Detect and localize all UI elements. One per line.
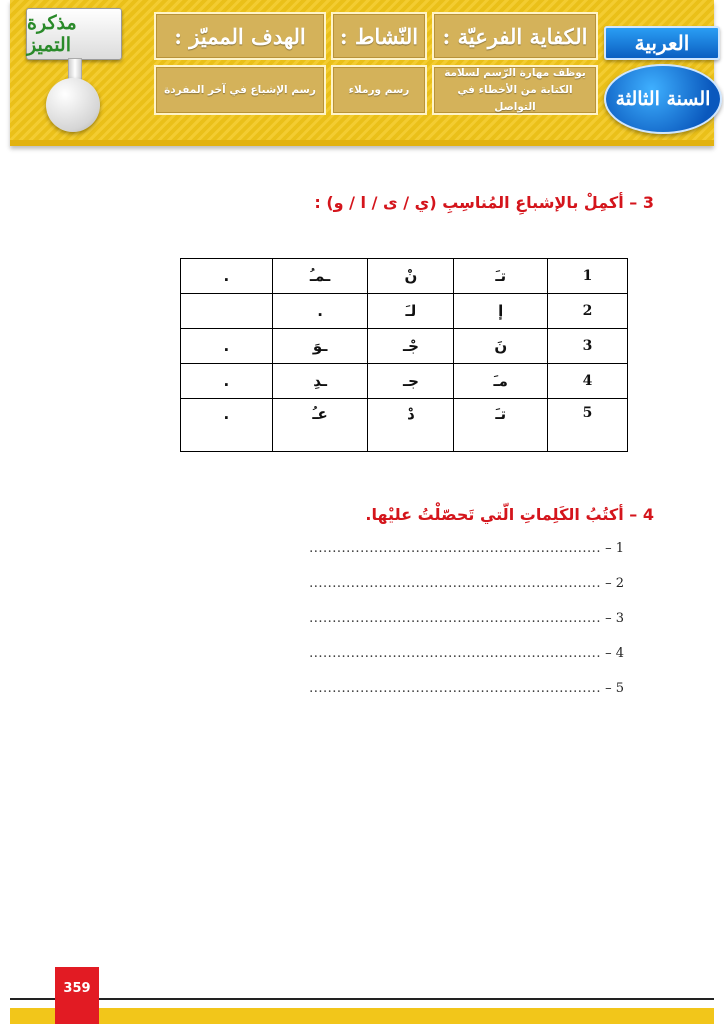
table-row xyxy=(181,399,628,452)
dotted-line: ............................................................... xyxy=(309,646,601,661)
row-number: 5 xyxy=(548,399,628,452)
line-number: 1 xyxy=(615,541,624,556)
header-banner xyxy=(10,0,714,146)
exercise-3-title: 3 – أكمِلْ بالإشباعِ المُناسِبِ (ي / ى / ا / و) : xyxy=(314,193,654,212)
table-cell[interactable]: دْ xyxy=(368,399,454,452)
answer-line[interactable]: 5 – ............................................................... xyxy=(309,681,624,696)
table-row xyxy=(181,329,628,364)
dotted-line: ............................................................... xyxy=(309,576,601,591)
row-number: 3 xyxy=(548,329,628,364)
table-cell[interactable]: جـ xyxy=(368,364,454,399)
footer-band xyxy=(10,1008,714,1024)
table-cell[interactable]: مـَ xyxy=(454,364,548,399)
row-number: 4 xyxy=(548,364,628,399)
row-number: 1 xyxy=(548,259,628,294)
table-cell[interactable] xyxy=(181,294,273,329)
line-number: 4 xyxy=(615,646,624,661)
brand-logo: مذكرة التميز xyxy=(26,8,122,60)
grade-badge: السنة الثالثة xyxy=(604,64,722,134)
table-cell[interactable]: تـَ xyxy=(454,259,548,294)
table-cell[interactable]: إ xyxy=(454,294,548,329)
table-cell[interactable]: ـمـُ xyxy=(272,259,368,294)
table-cell[interactable]: . xyxy=(181,364,273,399)
table-row xyxy=(181,364,628,399)
subject-badge: العربية xyxy=(604,26,720,60)
activity-value: رسم ورملاء xyxy=(331,65,427,115)
table-cell[interactable]: نْ xyxy=(368,259,454,294)
table-cell[interactable]: . xyxy=(181,329,273,364)
answer-line[interactable]: 4 – ............................................................... xyxy=(309,646,624,661)
footer-rule xyxy=(10,998,714,1000)
table-cell[interactable]: . xyxy=(181,399,273,452)
activity-label: النّشاط : xyxy=(331,12,427,60)
line-number: 2 xyxy=(615,576,624,591)
dotted-line: ............................................................... xyxy=(309,541,601,556)
table-cell[interactable]: جْـ xyxy=(368,329,454,364)
exercise-3-table xyxy=(180,258,628,452)
row-number: 2 xyxy=(548,294,628,329)
answer-line[interactable]: 3 – ............................................................... xyxy=(309,611,624,626)
dotted-line: ............................................................... xyxy=(309,611,601,626)
table-row xyxy=(181,259,628,294)
goal-value: رسم الإشباع في آخر المفردة xyxy=(154,65,326,115)
table-row xyxy=(181,294,628,329)
table-cell[interactable]: تـَ xyxy=(454,399,548,452)
page-number: 359 xyxy=(55,967,99,1024)
footer-gap xyxy=(10,1002,714,1007)
table-cell[interactable]: . xyxy=(272,294,368,329)
competency-label: الكفاية الفرعيّة : xyxy=(432,12,598,60)
line-number: 5 xyxy=(615,681,624,696)
competency-value: يوظف مهارة الرّسم لسلامة الكتابة من الأخطاء في التواصل xyxy=(432,65,598,115)
dotted-line: ............................................................... xyxy=(309,681,601,696)
table-cell[interactable]: عـُ xyxy=(272,399,368,452)
table-cell[interactable]: لـَ xyxy=(368,294,454,329)
table-cell[interactable]: نَ xyxy=(454,329,548,364)
table-cell[interactable]: ـوَ xyxy=(272,329,368,364)
table-cell[interactable]: ـدِ xyxy=(272,364,368,399)
answer-line[interactable]: 1 – ............................................................... xyxy=(309,541,624,556)
info-grid xyxy=(150,12,598,122)
line-number: 3 xyxy=(615,611,624,626)
exercise-4-title: 4 – أكتُبُ الكَلِماتِ الّتي تَحصّلْتُ عليْها. xyxy=(365,505,654,524)
brand-ball-decoration xyxy=(46,78,100,132)
table-cell[interactable]: . xyxy=(181,259,273,294)
answer-line[interactable]: 2 – ............................................................... xyxy=(309,576,624,591)
goal-label: الهدف المميّز : xyxy=(154,12,326,60)
